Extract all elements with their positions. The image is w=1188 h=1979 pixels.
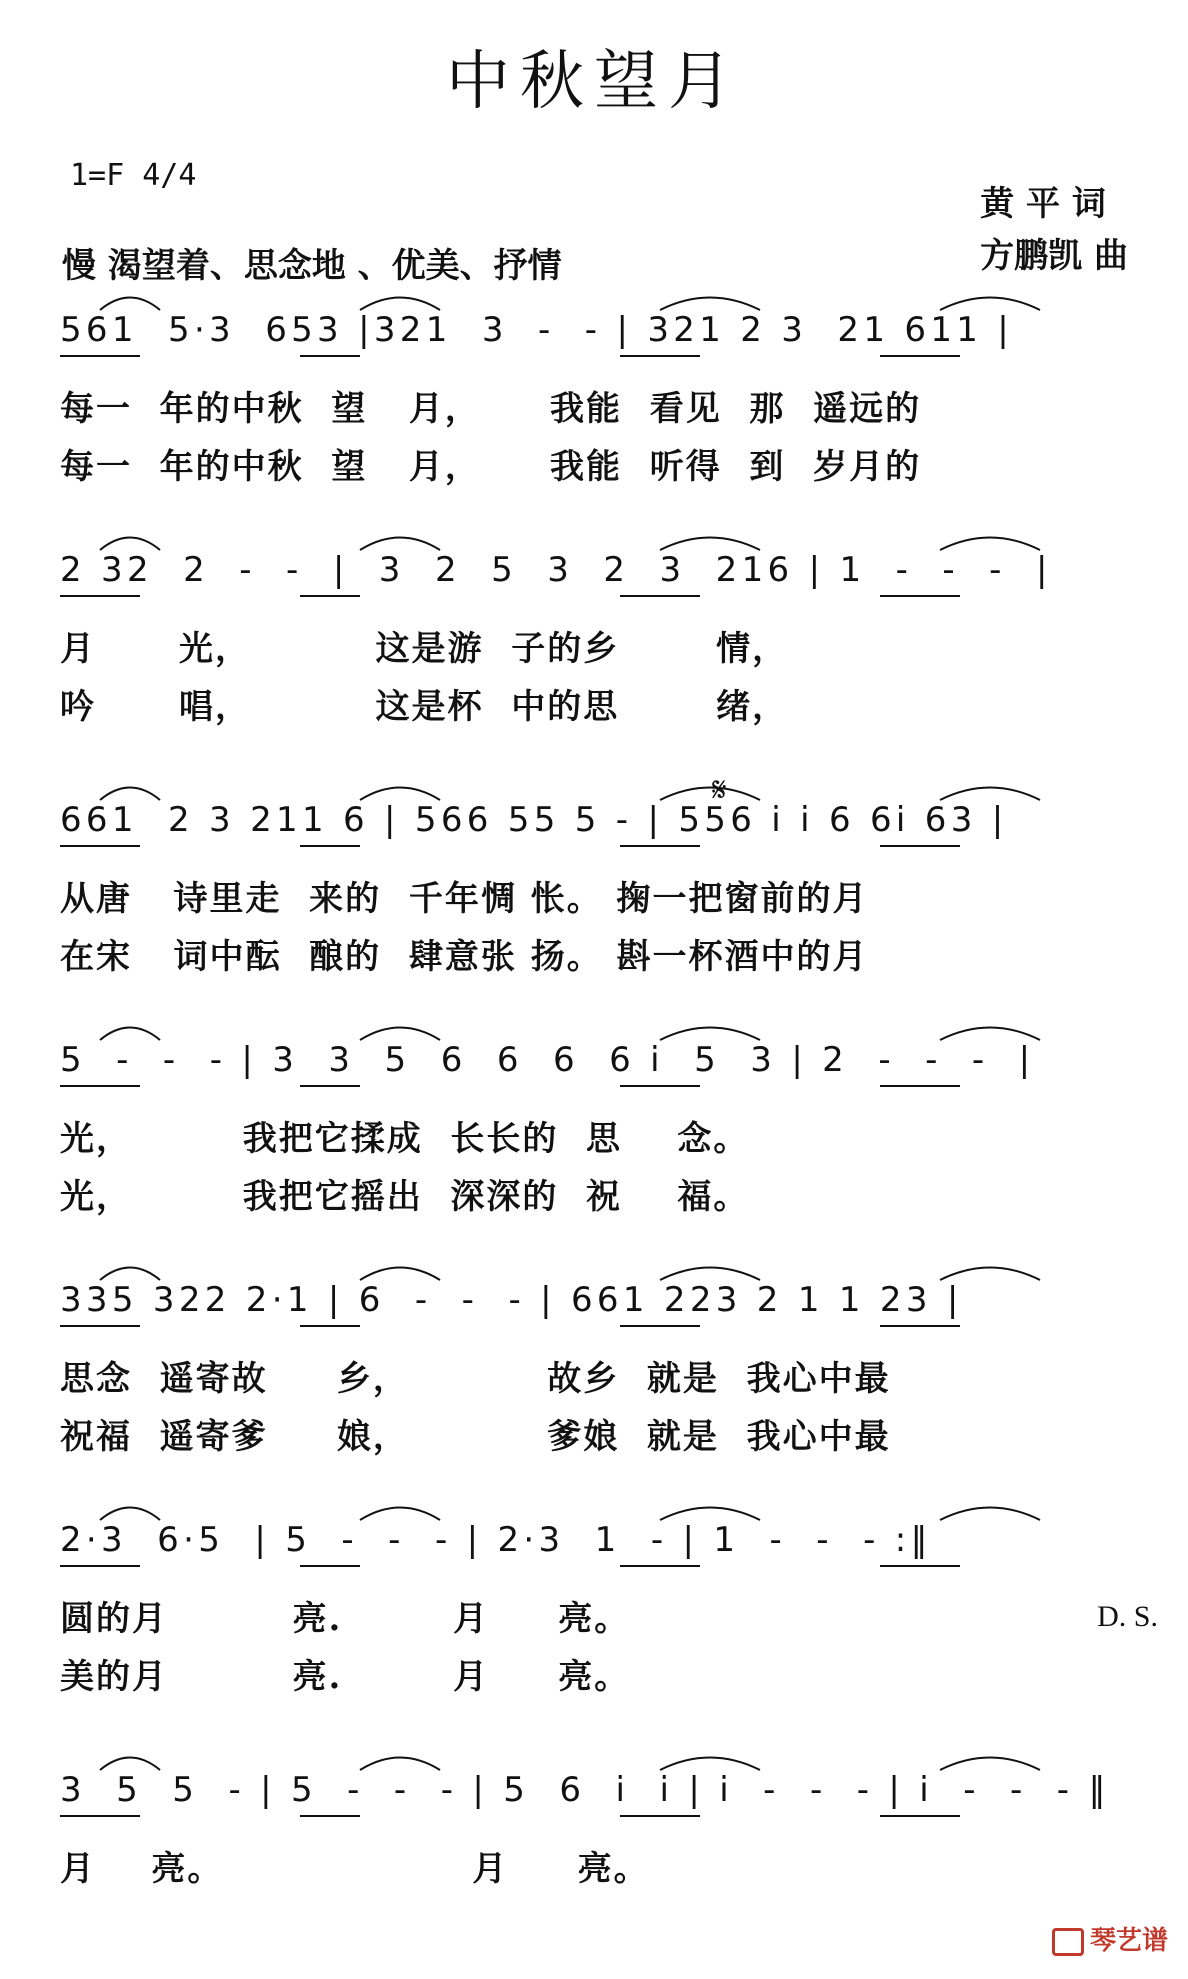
lyric-line: 光， 我把它揉成 长长的 思 念。 xyxy=(60,1119,750,1159)
jianpu-notes: 3 5 5 - | 5 - - - | 5 6 i i | i - - - | i - - - ‖ xyxy=(60,1770,1110,1810)
slur-arc xyxy=(360,1758,440,1771)
jianpu-notes: 661 2 3 211 6 | 566 55 5 - | 556 i i 6 6i 63 | xyxy=(60,800,1008,840)
lyric-line: 月 亮。 月 亮。 xyxy=(60,1849,650,1889)
score-system xyxy=(60,1760,1140,1898)
slur-marks xyxy=(60,270,1140,390)
lyric-line: 每一 年的中秋 望 月， 我能 看见 那 遥远的 xyxy=(60,389,922,429)
slur-arc xyxy=(660,1508,760,1521)
slur-arc xyxy=(660,538,760,551)
notes-line xyxy=(60,790,1140,870)
slur-arc xyxy=(100,1758,160,1771)
lyric-line: 从唐 诗里走 来的 千年惆 怅。 掬一把窗前的月 xyxy=(60,879,869,919)
slur-arc xyxy=(100,538,160,551)
lyric-line: 美的月 亮. 月 亮。 xyxy=(60,1657,631,1697)
tempo-marking: 慢 渴望着、思念地 、优美、抒情 xyxy=(62,246,562,286)
jianpu-notes: 2 32 2 - - | 3 2 5 3 2 3 216 | 1 - - - | xyxy=(60,550,1052,590)
key-signature: 1=F 4/4 xyxy=(70,158,197,193)
notes-line xyxy=(60,1270,1140,1350)
slur-arc xyxy=(940,788,1040,801)
lyric-line: 圆的月 亮. 月 亮。 xyxy=(60,1599,631,1639)
slur-marks xyxy=(60,760,1140,880)
lyric-line: 思念 遥寄故 乡， 故乡 就是 我心中最 xyxy=(60,1359,891,1399)
slur-arc xyxy=(100,298,160,311)
lyric-line: 每一 年的中秋 望 月， 我能 听得 到 岁月的 xyxy=(60,447,922,487)
slur-arc xyxy=(100,788,160,801)
slur-arc xyxy=(100,1508,160,1521)
slur-arc xyxy=(100,1028,160,1041)
dal-segno-mark: D. S. xyxy=(1097,1600,1158,1633)
notes-line xyxy=(60,1760,1140,1840)
slur-arc xyxy=(360,1508,440,1521)
lyric-line: 吟 唱， 这是杯 中的思 绪， xyxy=(60,687,789,727)
watermark-text: 琴艺谱 xyxy=(1089,1926,1168,1956)
slur-arc xyxy=(360,298,440,311)
slur-marks xyxy=(60,1480,1140,1600)
slur-arc xyxy=(660,298,760,311)
slur-arc xyxy=(660,1028,760,1041)
slur-marks xyxy=(60,1240,1140,1360)
notes-line xyxy=(60,1030,1140,1110)
notes-line xyxy=(60,300,1140,380)
slur-arc xyxy=(100,1268,160,1281)
score-system xyxy=(60,1270,1140,1466)
credits xyxy=(980,178,1128,282)
jianpu-notes: 561 5·3 653 |321 3 - - | 321 2 3 21 611 | xyxy=(60,310,1014,350)
logo-icon xyxy=(1052,1928,1084,1956)
score-system xyxy=(60,300,1140,496)
lyric-line: 月 光， 这是游 子的乡 情， xyxy=(60,629,789,669)
slur-arc xyxy=(940,1508,1040,1521)
slur-arc xyxy=(660,1758,760,1771)
jianpu-notes: 335 322 2·1 | 6 - - - | 661 223 2 1 1 23 | xyxy=(60,1280,963,1320)
slur-marks xyxy=(60,510,1140,630)
notes-line xyxy=(60,1510,1140,1590)
slur-arc xyxy=(940,298,1040,311)
score-system xyxy=(60,790,1140,986)
slur-arc xyxy=(940,1268,1040,1281)
segno-sign: 𝄋 xyxy=(712,770,727,810)
slur-arc xyxy=(660,788,760,801)
slur-arc xyxy=(940,538,1040,551)
notes-line xyxy=(60,540,1140,620)
lyricist: 黄 平 词 xyxy=(980,184,1106,224)
jianpu-notes: 5 - - - | 3 3 5 6 6 6 6 i 5 3 | 2 - - - | xyxy=(60,1040,1035,1080)
slur-arc xyxy=(360,788,440,801)
jianpu-notes: 2·3 6·5 | 5 - - - | 2·3 1 - | 1 - - - :‖ xyxy=(60,1520,932,1560)
slur-arc xyxy=(360,538,440,551)
composer: 方鹏凯 曲 xyxy=(980,236,1128,276)
score-system xyxy=(60,1510,1140,1706)
slur-marks xyxy=(60,1000,1140,1120)
score-system xyxy=(60,1030,1140,1226)
song-title: 中秋望月 xyxy=(446,45,742,119)
score-system xyxy=(60,540,1140,736)
lyric-line: 祝福 遥寄爹 娘， 爹娘 就是 我心中最 xyxy=(60,1417,891,1457)
slur-arc xyxy=(660,1268,760,1281)
lyric-line: 光， 我把它摇出 深深的 祝 福。 xyxy=(60,1177,750,1217)
watermark-logo xyxy=(1052,1920,1168,1957)
slur-arc xyxy=(940,1028,1040,1041)
slur-arc xyxy=(360,1028,440,1041)
slur-marks xyxy=(60,1730,1140,1850)
slur-arc xyxy=(940,1758,1040,1771)
slur-arc xyxy=(360,1268,440,1281)
lyric-line: 在宋 词中酝 酿的 肆意张 扬。 斟一杯酒中的月 xyxy=(60,937,869,977)
